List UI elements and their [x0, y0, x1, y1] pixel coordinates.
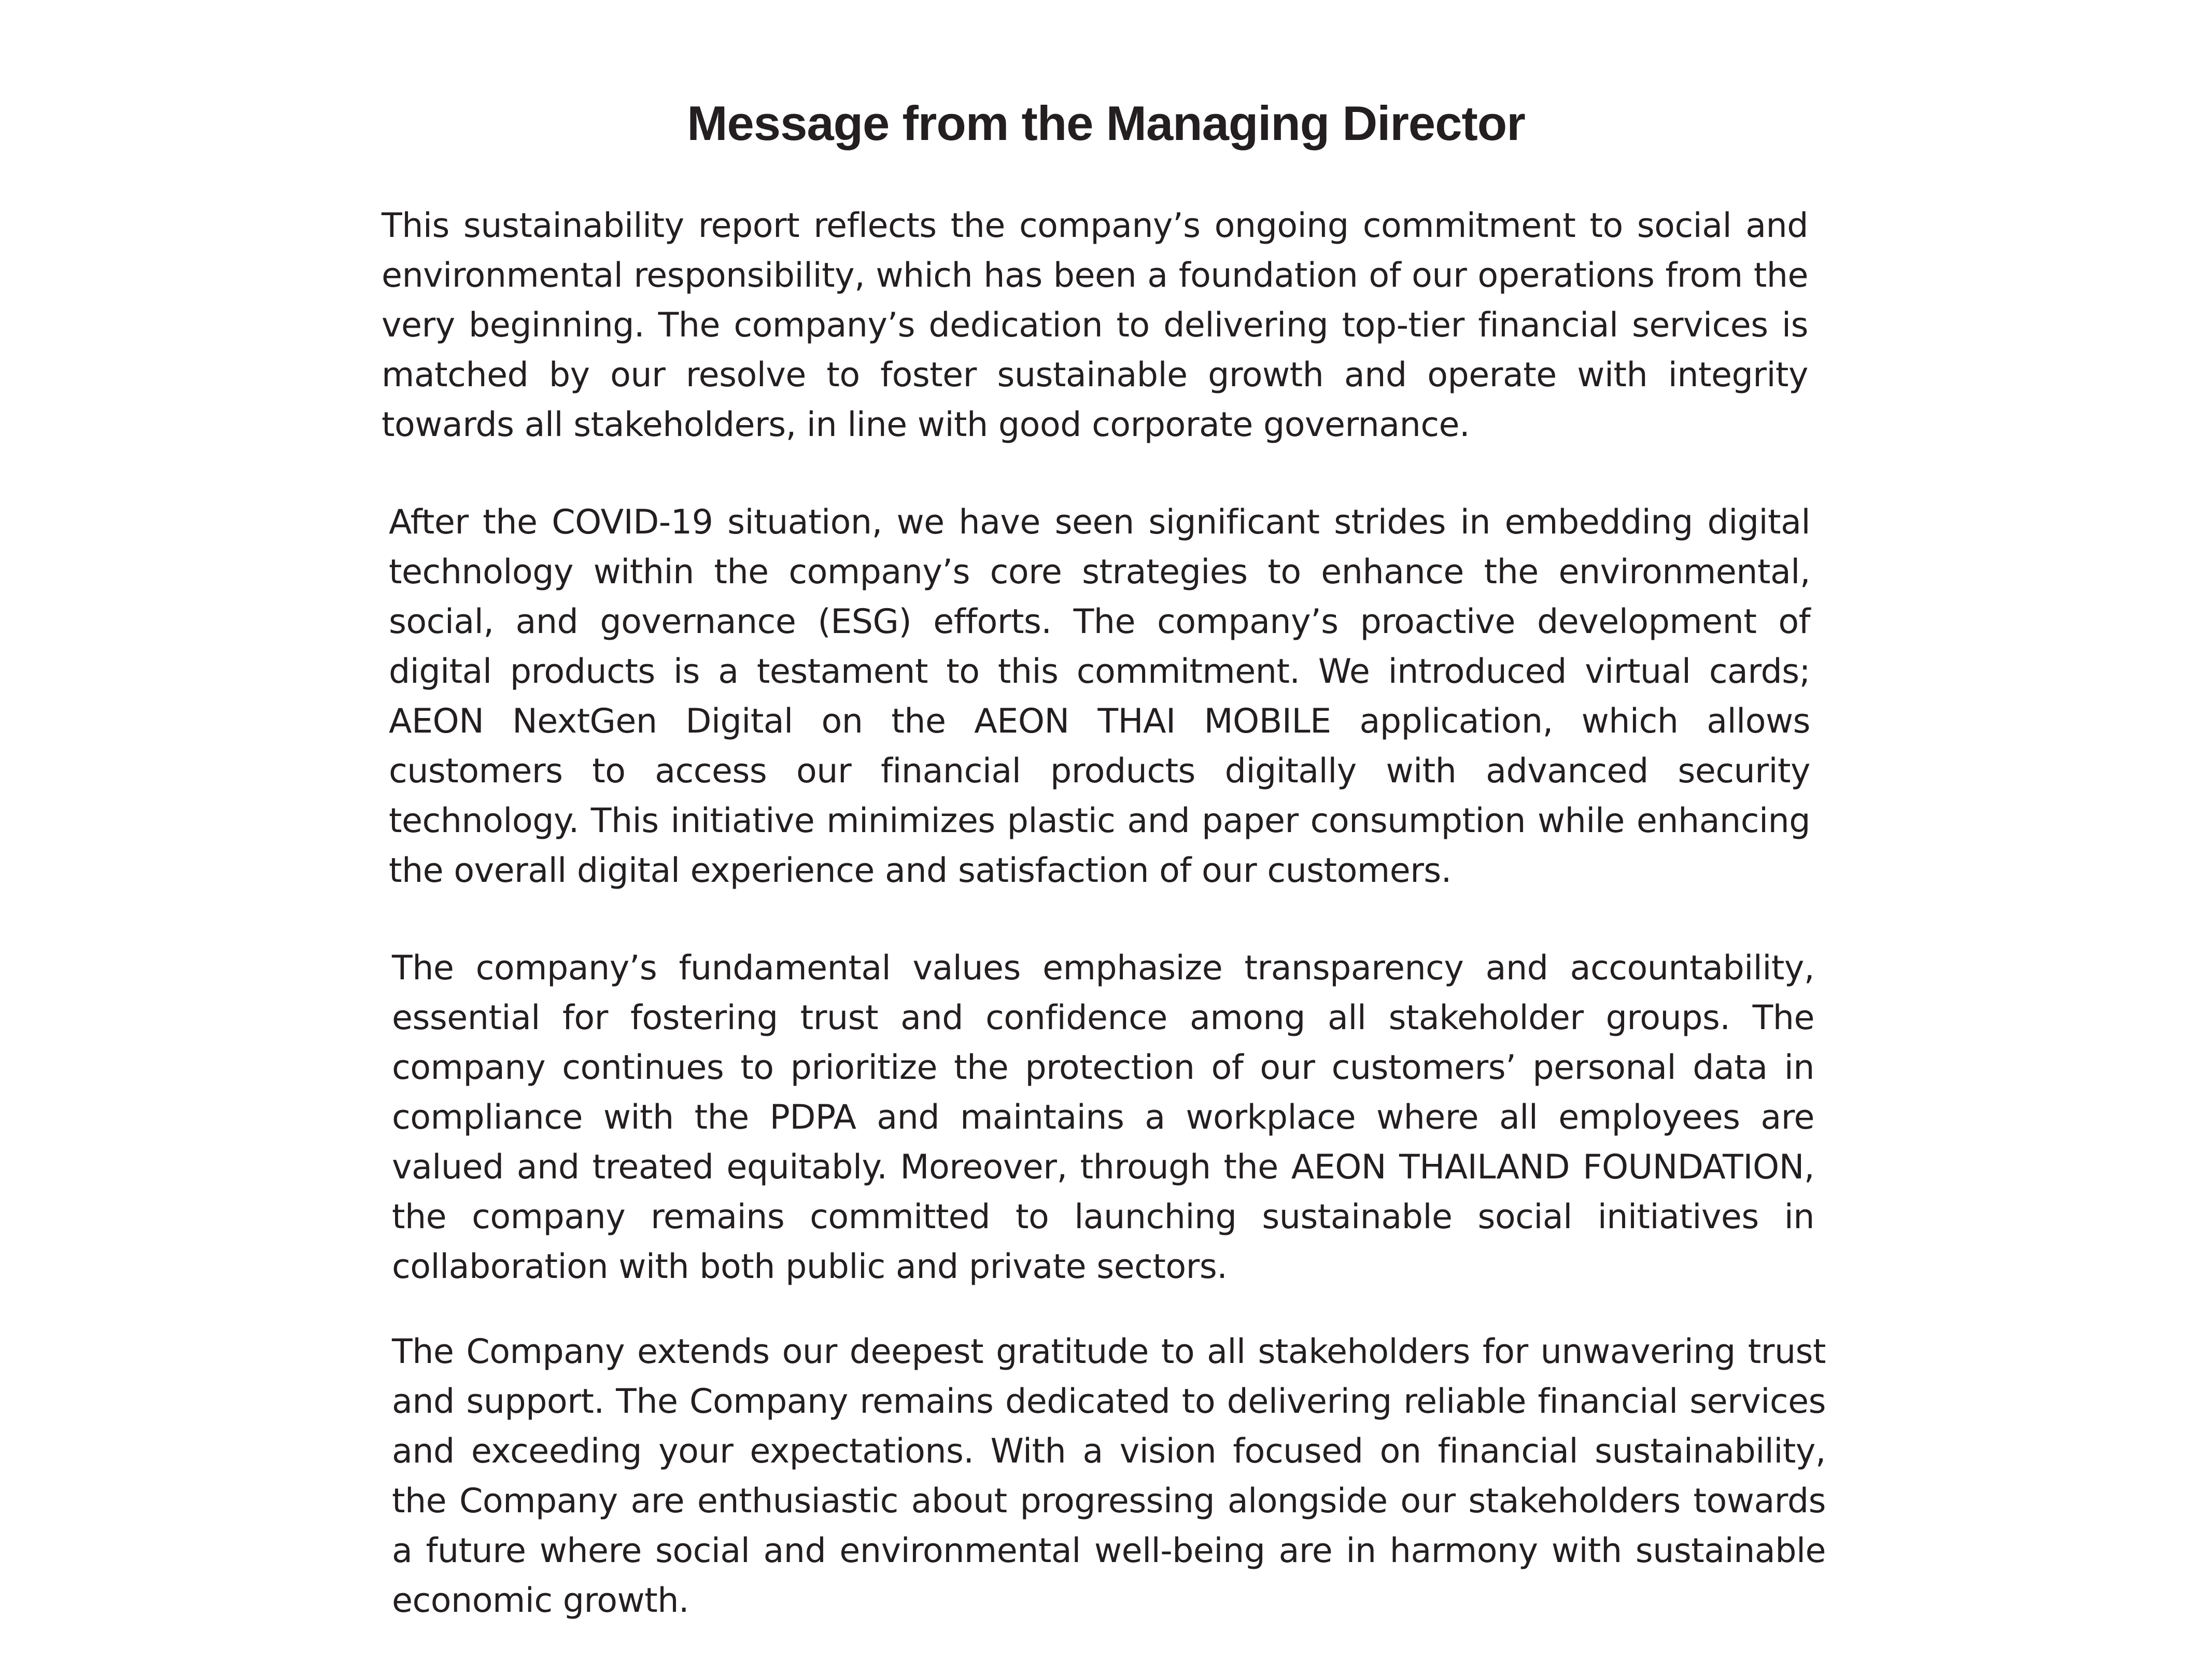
paragraph-sustainability-commitment: This sustainability report reflects the company’s ongoing commitment to social and environmental responsibility, which has been a foundation of our operations from the very beginning. The company’s dedication to delivering top-tier financial services is matched by our resolve to foster sustainable growth and operate with integrity towards all stakeholders, in line with good corporate governance.	[382, 206, 1808, 444]
paragraph-digital-technology: After the COVID-19 situation, we have seen significant strides in embedding digital technology within the company’s core strategies to enhance the environmental, social, and governance (ESG) efforts. The company’s proactive development of digital products is a testament to this commitment. We introduced virtual cards; AEON NextGen Digital on the AEON THAI MOBILE application, which allows customers to access our financial products digitally with advanced security technology. This initiative minimizes plastic and paper consumption while enhancing the overall digital experience and satisfaction of our customers.	[389, 503, 1810, 890]
paragraph-gratitude: The Company extends our deepest gratitude to all stakeholders for unwavering trust and support. The Company remains dedicated to delivering reliable financial services and exceeding your expectations. With a vision focused on financial sustainability, the Company are enthusiastic about progressing alongside our stakeholders towards a future where social and environmental well-being are in harmony with sustainable economic growth.	[392, 1332, 1826, 1620]
paragraph-fundamental-values: The company’s fundamental values emphasize transparency and accountability, essential for fostering trust and confidence among all stakeholder groups. The company continues to prioritize the protection of our customers’ personal data in compliance with the PDPA and maintains a workplace where all employees are valued and treated equitably. Moreover, through the AEON THAILAND FOUNDATION, the company remains committed to launching sustainable social initiatives in collaboration with both public and private sectors.	[392, 949, 1814, 1286]
page-title: Message from the Managing Director	[687, 96, 1525, 150]
